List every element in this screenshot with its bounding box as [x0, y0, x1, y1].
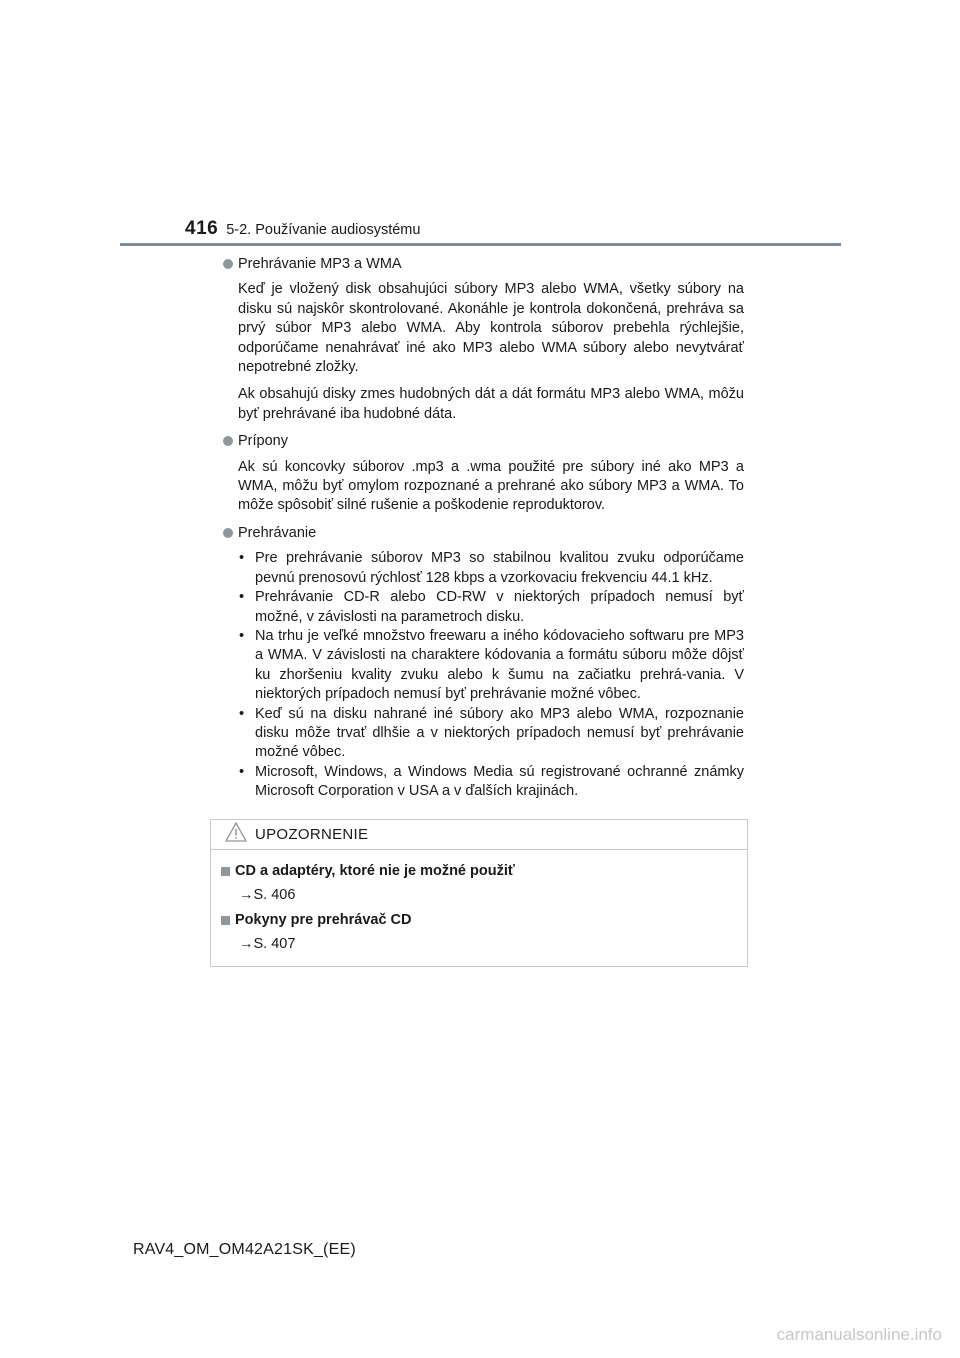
square-bullet-icon	[221, 867, 230, 876]
page-number: 416	[185, 218, 219, 239]
list-item: • Pre prehrávanie súborov MP3 so stabilnou kvalitou zvuku odporúčame pevnú prenosovú rýchlosť 128 kbps a vzorkovaciu frekvenciu 44.1 kHz.	[238, 549, 744, 588]
caution-item-heading: CD a adaptéry, ktoré nie je možné použiť	[235, 863, 515, 879]
warning-triangle-icon	[225, 822, 247, 847]
caution-title: UPOZORNENIE	[255, 826, 369, 843]
section-heading: Prehrávanie MP3 a WMA	[222, 255, 744, 274]
caution-header	[211, 820, 747, 850]
paragraph: Ak sú koncovky súborov .mp3 a .wma použité pre súbory iné ako MP3 a WMA, môžu byť omylom rozpoznané a prehrané ako súbory MP3 a WMA. To môže spôsobiť silné rušenie a poškodenie reproduktorov.	[238, 458, 744, 514]
list-item: • Keď sú na disku nahrané iné súbory ako MP3 alebo WMA, rozpoznanie disku môže trvať dlhšie a v niektorých prípadoch nemusí byť prehrávanie možné vôbec.	[238, 705, 744, 763]
caution-item	[221, 862, 747, 905]
caution-item-heading: Pokyny pre prehrávač CD	[235, 912, 412, 928]
list-item: • Microsoft, Windows, a Windows Media sú registrované ochranné známky Microsoft Corporation v USA a v ďalších krajinách.	[238, 763, 744, 802]
square-bullet-icon	[221, 916, 230, 925]
main-content	[222, 255, 744, 802]
section-title: 5-2. Používanie audiosystému	[226, 222, 421, 238]
paragraph: Keď je vložený disk obsahujúci súbory MP3 alebo WMA, všetky súbory na disku sú najskôr skontrolované. Akonáhle je kontrola dokončená, prehráva sa prvý súbor MP3 alebo WMA. Aby kontrola súborov prebehla rýchlejšie, odporúčame nenahrávať iné ako MP3 alebo WMA súbory alebo nevytvárať nepotrebné zložky.	[238, 281, 744, 376]
arrow-icon: →	[239, 936, 254, 952]
section-heading: Prehrávanie	[222, 524, 744, 543]
page-reference-link[interactable]: S. 406	[253, 887, 296, 903]
header-divider	[120, 243, 841, 246]
caution-item	[221, 911, 747, 954]
watermark: carmanualsonline.info	[776, 1325, 942, 1344]
paragraph: Ak obsahujú disky zmes hudobných dát a dát formátu MP3 alebo WMA, môžu byť prehrávané iba hudobné dáta.	[238, 386, 744, 422]
bullet-list	[222, 549, 744, 801]
caution-body	[211, 850, 747, 954]
page-header	[185, 218, 420, 240]
bullet-dot-icon	[223, 259, 233, 269]
list-item: • Prehrávanie CD-R alebo CD-RW v niektorých prípadoch nemusí byť možné, v závislosti na parametroch disku.	[238, 588, 744, 627]
arrow-icon: →	[239, 887, 254, 903]
caution-box	[210, 819, 748, 967]
bullet-dot-icon	[223, 436, 233, 446]
list-item: • Na trhu je veľké množstvo freewaru a iného kódovacieho softwaru pre MP3 a WMA. V závislosti na charaktere kódovania a formátu súboru môže dôjsť ku zhoršeniu kvality zvuku alebo k šumu na začiatku prehrá-vania. V niektorých prípadoch nemusí byť prehrávanie možné vôbec.	[238, 627, 744, 705]
page-reference-link[interactable]: S. 407	[253, 936, 296, 952]
document-code: RAV4_OM_OM42A21SK_(EE)	[133, 1241, 356, 1258]
section-heading: Prípony	[222, 432, 744, 451]
bullet-dot-icon	[223, 528, 233, 538]
